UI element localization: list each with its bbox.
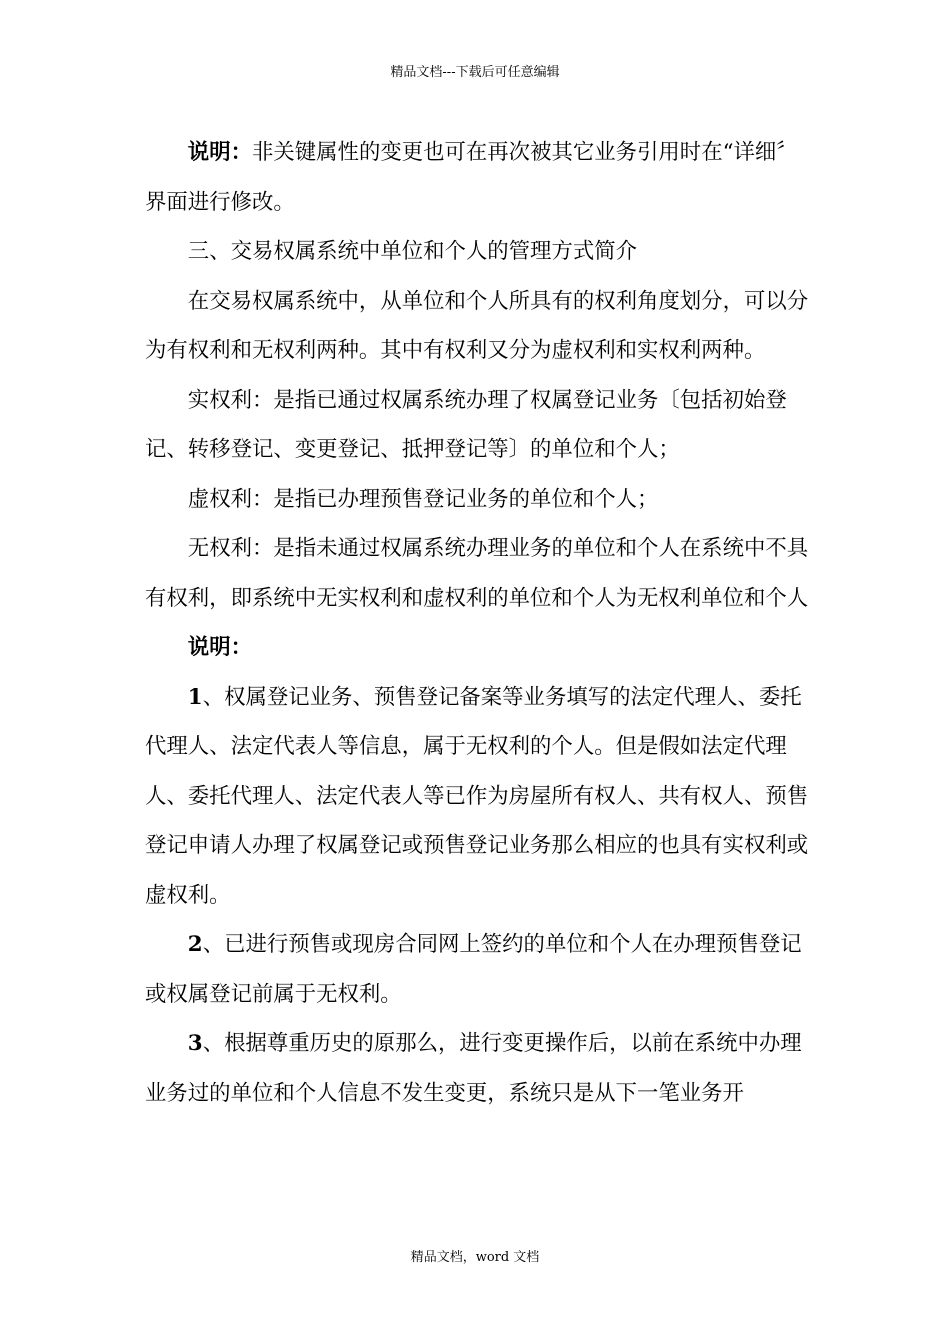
real-rights-paragraph: 实权利：是指已通过权属系统办理了权属登记业务〔包括初始登记、转移登记、变更登记、抵押登记等〕的单位和个人； — [145, 387, 787, 462]
item-text: 、已进行预售或现房合同网上签约的单位和个人在办理预售登记或权属登记前属于无权利。 — [145, 932, 802, 1007]
item-number: 3 — [187, 1031, 203, 1056]
item-number: 2 — [187, 932, 203, 957]
no-rights-paragraph: 无权利：是指未通过权属系统办理业务的单位和个人在系统中不具有权利，即系统中无实权利和虚权利的单位和个人为无权利单位和个人 — [145, 536, 809, 611]
explanation-item-3 — [145, 1019, 809, 1118]
page-footer: 精品文档，word 文档 — [410, 1250, 540, 1265]
document-body — [145, 128, 809, 1118]
note-label: 说明： — [187, 140, 252, 165]
explanation-item-1 — [145, 673, 809, 921]
item-number: 1 — [187, 684, 203, 710]
section-heading: 三、交易权属系统中单位和个人的管理方式简介 — [187, 239, 638, 264]
intro-paragraph: 在交易权属系统中，从单位和个人所具有的权利角度划分，可以分为有权利和无权利两种。其中有权利又分为虚权利和实权利两种。 — [145, 288, 809, 363]
note-text: 非关键属性的变更也可在再次被其它业务引用时在“详细〞界面进行修改。 — [145, 140, 798, 215]
virtual-rights-paragraph: 虚权利：是指已办理预售登记业务的单位和个人； — [187, 486, 659, 512]
item-text: 、根据尊重历史的原那么，进行变更操作后，以前在系统中办理业务过的单位和个人信息不发生变更，系统只是从下一笔业务开 — [145, 1031, 802, 1106]
explanation-label: 说明： — [187, 635, 252, 660]
note-paragraph — [145, 128, 809, 227]
item-text: 、权属登记业务、预售登记备案等业务填写的法定代理人、委托代理人、法定代表人等信息，属于无权利的个人。但是假如法定代理人、委托代理人、法定代表人等已作为房屋所有权人、共有权人、预售登记申请人办理了权属登记或预售登记业务那么相应的也具有实权利或虚权利。 — [145, 684, 809, 908]
page-header: 精品文档---下载后可任意编辑 — [390, 65, 560, 80]
explanation-item-2 — [145, 920, 809, 1019]
